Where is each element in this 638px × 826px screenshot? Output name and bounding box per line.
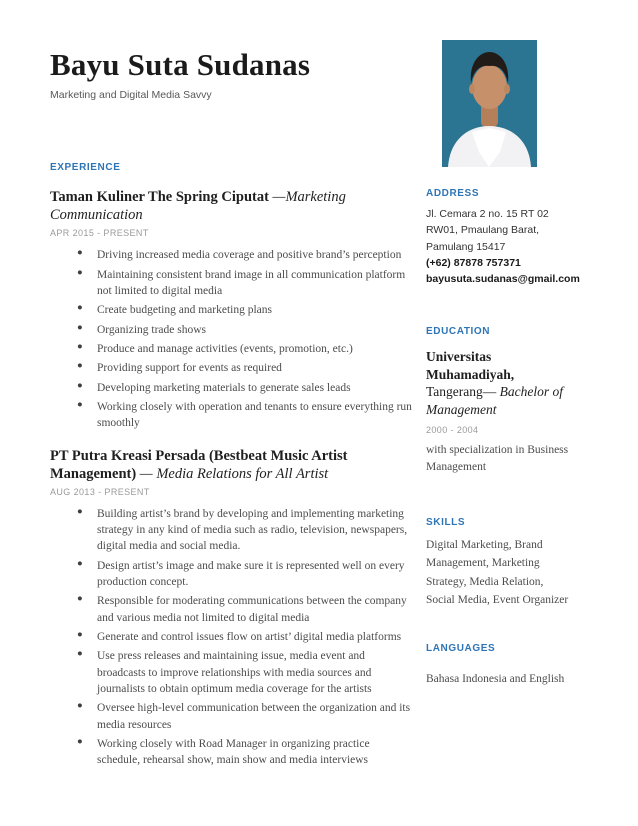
job-bullet-list: [77, 506, 412, 769]
languages-heading: LANGUAGES: [426, 642, 496, 654]
job-dates: AUG 2013 - PRESENT: [50, 486, 150, 497]
job-bullet: ● Use press releases and maintaining issue, media event and broadcasts to improve relationships with media sources and journalists to obtain optimum media coverage for the artists: [77, 648, 412, 697]
job-bullet-list: [77, 247, 412, 431]
experience-job: [50, 188, 412, 432]
job-bullet: ● Building artist’s brand by developing and implementing marketing strategy in any kind of media such as radio, television, newspapers, digital media and social media.: [77, 506, 412, 555]
job-dates: APR 2015 - PRESENT: [50, 228, 149, 239]
job-bullet: ● Generate and control issues flow on artist’ digital media platforms: [77, 629, 412, 645]
experience-heading: EXPERIENCE: [50, 162, 121, 173]
job-title: PT Putra Kreasi Persada (Bestbeat Music Artist Management) — Media Relations for All Artist: [50, 447, 348, 482]
phone-number: (+62) 87878 757371: [426, 256, 521, 269]
subtitle-tagline: Marketing and Digital Media Savvy: [50, 89, 212, 102]
education-section: [426, 326, 574, 476]
page-title: Bayu Suta Sudanas: [50, 47, 311, 82]
skills-section: [426, 517, 574, 610]
job-bullet: ● Maintaining consistent brand image in all communication platform not limited to digital media: [77, 267, 412, 300]
skills-heading: SKILLS: [426, 517, 466, 529]
address-heading: ADDRESS: [426, 188, 480, 199]
job-bullet: ● Responsible for moderating communications between the company and various media not limited to digital media: [77, 593, 412, 626]
address-text: Jl. Cemara 2 no. 15 RT 02 RW01, Pmaulang Barat, Pamulang 15417: [426, 208, 549, 253]
job-bullet: ● Produce and manage activities (events, promotion, etc.): [77, 341, 412, 357]
job-bullet: ● Create budgeting and marketing plans: [77, 302, 412, 318]
job-list: [50, 188, 412, 769]
resume-header: [0, 0, 638, 101]
school-location: Tangerang—: [426, 384, 500, 400]
job-bullet: ● Working closely with operation and tenants to ensure everything run smoothly: [77, 399, 412, 432]
education-title: [426, 348, 574, 418]
job-bullet: ● Driving increased media coverage and positive brand’s perception: [77, 247, 412, 263]
email-address: bayusuta.sudanas@gmail.com: [426, 273, 580, 286]
education-dates: 2000 - 2004: [426, 424, 479, 435]
address-section: [426, 188, 580, 287]
school-name: Universitas Muhamadiyah,: [426, 349, 515, 382]
job-bullet: ● Organizing trade shows: [77, 322, 412, 338]
profile-photo: [442, 40, 537, 167]
job-bullet: ● Providing support for events as required: [77, 360, 412, 376]
job-bullet: ● Developing marketing materials to generate sales leads: [77, 380, 412, 396]
experience-column: [50, 162, 412, 777]
job-bullet: ● Oversee high-level communication between the organization and its media resources: [77, 700, 412, 733]
job-bullet: ● Design artist’s image and make sure it is represented well on every production concept.: [77, 558, 412, 591]
experience-job: [50, 447, 412, 769]
education-heading: EDUCATION: [426, 326, 491, 338]
job-bullet: ● Working closely with Road Manager in organizing practice schedule, rehearsal show, main show and media interviews: [77, 736, 412, 769]
portrait-illustration: [442, 40, 537, 167]
education-note: with specialization in Business Management: [426, 443, 569, 473]
skills-text: Digital Marketing, Brand Management, Marketing Strategy, Media Relation, Social Media, Event Organizer: [426, 539, 569, 607]
degree-name: Bachelor of Management: [426, 384, 564, 417]
job-title: Taman Kuliner The Spring Ciputat —Marketing Communication: [50, 189, 346, 224]
languages-section: [426, 643, 574, 688]
languages-text: Bahasa Indonesia and English: [426, 672, 565, 685]
sidebar-column: [426, 188, 580, 688]
